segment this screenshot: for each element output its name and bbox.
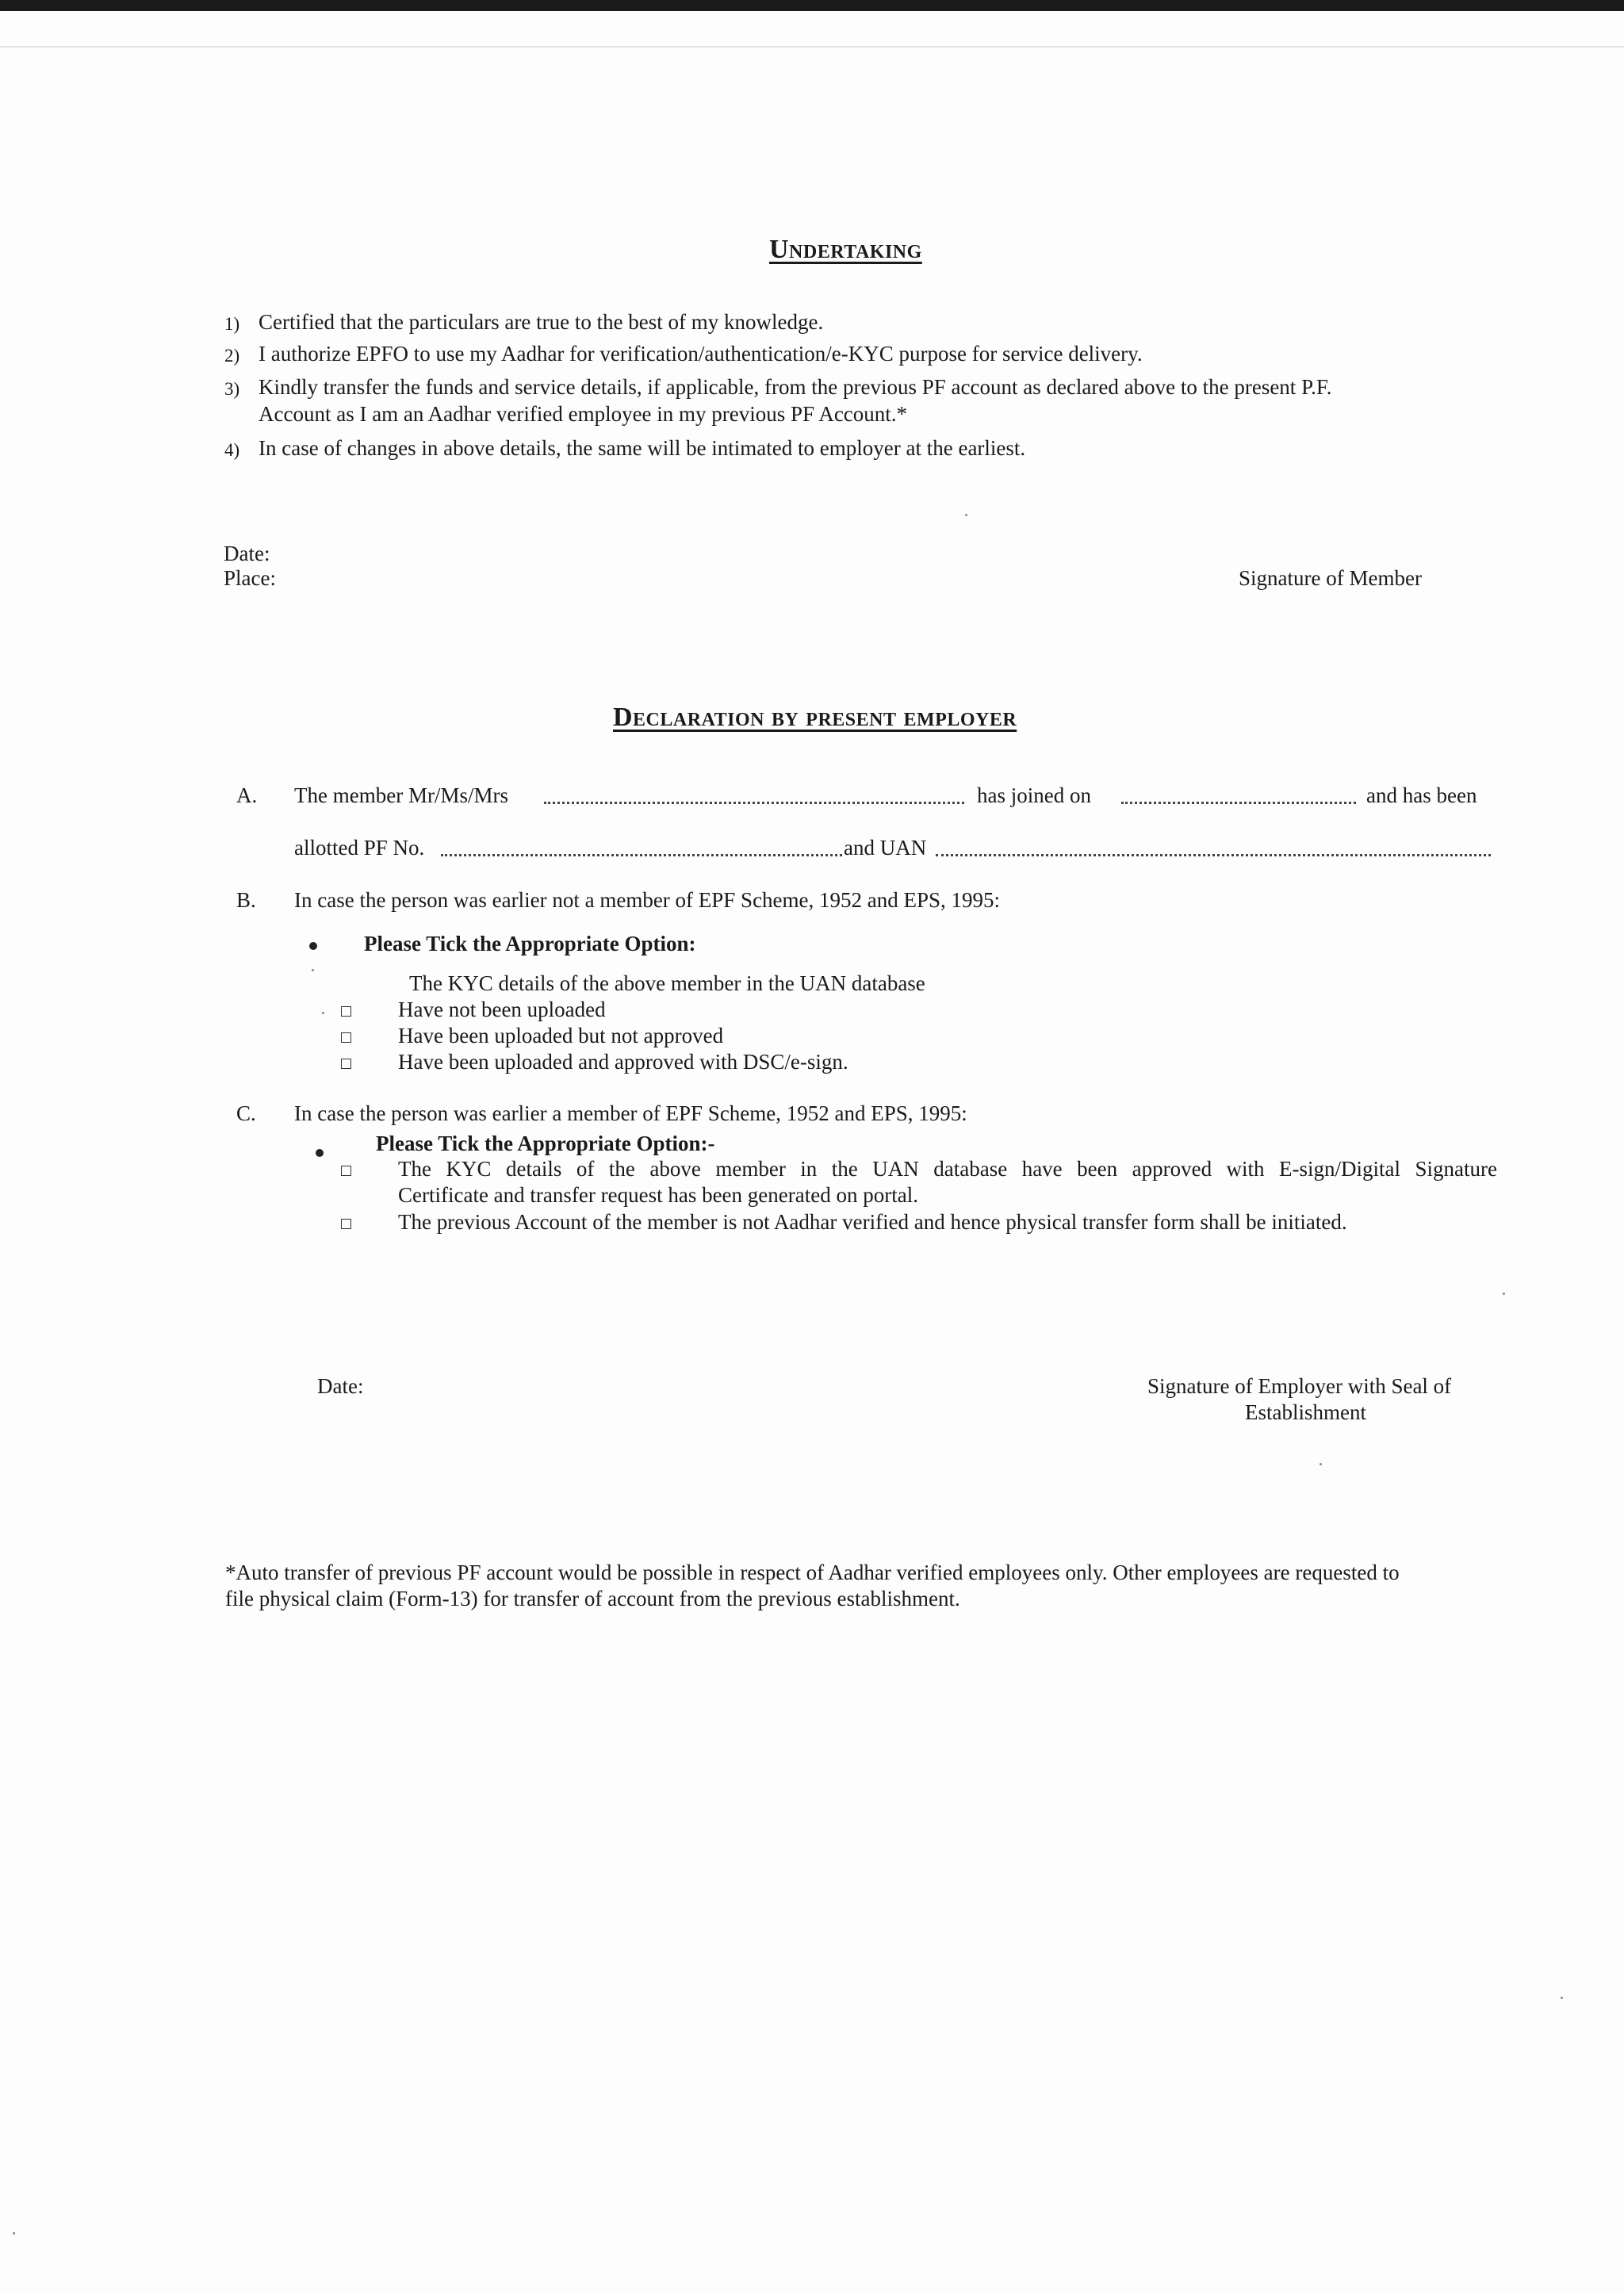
footnote-line2: file physical claim (Form-13) for transfer of account from the previous establishment. [225, 1587, 960, 1610]
undertaking-place-label: Place: [224, 566, 276, 590]
section-b-tick-label: Please Tick the Appropriate Option: [364, 932, 696, 956]
kyc-uploaded-not-approved-label: Have been uploaded but not approved [398, 1024, 724, 1047]
undertaking-item-4-number: 4) [224, 440, 240, 460]
kyc-uploaded-approved-label: Have been uploaded and approved with DSC/e-sign. [398, 1050, 848, 1074]
member-name-blank [544, 802, 964, 804]
bullet-icon [309, 942, 317, 950]
not-aadhar-verified-checkbox[interactable] [341, 1219, 351, 1229]
declaration-title: Declaration by present employer [613, 703, 1017, 732]
undertaking-item-3-text-cont: Account as I am an Aadhar verified employee in my previous PF Account.* [259, 402, 908, 426]
section-c-label: C. [236, 1101, 256, 1125]
section-a-pf-text: allotted PF No. [294, 836, 425, 860]
undertaking-item-1-text: Certified that the particulars are true to the best of my knowledge. [259, 310, 824, 334]
speck [13, 2232, 15, 2235]
undertaking-date-label: Date: [224, 542, 270, 565]
joining-date-blank [1121, 802, 1356, 804]
section-a-uan-text: and UAN [844, 836, 927, 860]
not-aadhar-verified-label: The previous Account of the member is not Aadhar verified and hence physical transfer form shall be initiated. [398, 1210, 1347, 1234]
speck [312, 969, 314, 971]
uan-blank [936, 854, 1491, 856]
speck [965, 514, 967, 516]
footnote-line1: *Auto transfer of previous PF account would be possible in respect of Aadhar verified employees only. Other employees are requested to [225, 1561, 1400, 1584]
kyc-approved-esign-label-line2: Certificate and transfer request has been generated on portal. [398, 1183, 918, 1207]
speck [1503, 1293, 1505, 1295]
undertaking-item-4-text: In case of changes in above details, the same will be intimated to employer at the earliest. [259, 436, 1026, 460]
scan-edge-line [0, 46, 1624, 48]
scan-edge-bar [0, 0, 1624, 11]
undertaking-item-3-number: 3) [224, 379, 240, 399]
employer-signature-label-line2: Establishment [1245, 1400, 1366, 1424]
section-b-text: In case the person was earlier not a member of EPF Scheme, 1952 and EPS, 1995: [294, 888, 1001, 912]
kyc-not-uploaded-checkbox[interactable] [341, 1006, 351, 1017]
bullet-icon [316, 1149, 324, 1157]
kyc-intro-text: The KYC details of the above member in the UAN database [409, 971, 925, 995]
undertaking-item-2-text: I authorize EPFO to use my Aadhar for verification/authentication/e-KYC purpose for service delivery. [259, 342, 1143, 366]
speck [1320, 1463, 1322, 1465]
undertaking-title: Undertaking [769, 235, 922, 264]
section-a-has-been-text: and has been [1366, 783, 1477, 807]
speck [322, 1012, 324, 1014]
undertaking-item-2-number: 2) [224, 346, 240, 366]
kyc-approved-esign-label-line1: The KYC details of the above member in the UAN database have been approved with E-sign/Digital Signature [398, 1157, 1497, 1181]
section-b-label: B. [236, 888, 256, 912]
employer-signature-label-line1: Signature of Employer with Seal of [1147, 1374, 1452, 1398]
kyc-approved-esign-checkbox[interactable] [341, 1166, 351, 1176]
undertaking-item-1-number: 1) [224, 314, 240, 334]
pf-number-blank [441, 854, 842, 856]
kyc-uploaded-not-approved-checkbox[interactable] [341, 1032, 351, 1043]
employer-date-label: Date: [317, 1374, 364, 1398]
section-a-joined-text: has joined on [977, 783, 1091, 807]
undertaking-item-3-text: Kindly transfer the funds and service details, if applicable, from the previous PF account as declared above to the present P.F. [259, 375, 1332, 399]
section-a-label: A. [236, 783, 258, 807]
section-c-text: In case the person was earlier a member of EPF Scheme, 1952 and EPS, 1995: [294, 1101, 967, 1125]
speck [1561, 1997, 1563, 1999]
section-a-member-text: The member Mr/Ms/Mrs [294, 783, 508, 807]
member-signature-label: Signature of Member [1239, 566, 1422, 590]
kyc-not-uploaded-label: Have not been uploaded [398, 998, 606, 1021]
kyc-uploaded-approved-checkbox[interactable] [341, 1059, 351, 1069]
section-c-tick-label: Please Tick the Appropriate Option:- [376, 1132, 715, 1155]
